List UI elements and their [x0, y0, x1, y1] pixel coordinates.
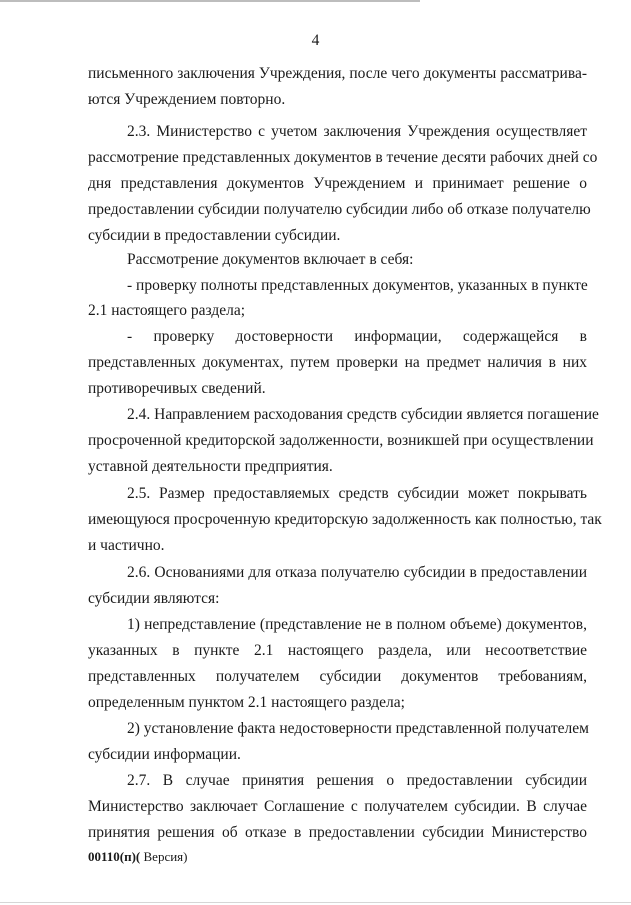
text-line: представленных получателем субсидии документов требованиям,: [88, 668, 587, 685]
list-item-line: 1) непредставление (представление не в полном объеме) документов,: [127, 616, 587, 633]
scan-bottom-edge: [0, 902, 631, 903]
page-number: 4: [311, 32, 320, 49]
text-line: имеющуюся просроченную кредиторскую задолженность как полностью, так: [88, 511, 602, 528]
scan-top-edge: [0, 0, 420, 2]
text-line: и частично.: [88, 537, 165, 554]
text-line: определенным пунктом 2.1 настоящего раздела;: [88, 694, 405, 711]
paragraph-2-3-line: 2.3. Министерство с учетом заключения Учреждения осуществляет: [127, 123, 587, 140]
text-line: уставной деятельности предприятия.: [88, 458, 333, 475]
paragraph-2-5-line: 2.5. Размер предоставляемых средств субсидии может покрывать: [127, 485, 587, 502]
text-line: Рассмотрение документов включает в себя:: [127, 251, 414, 268]
text-line: субсидии в предоставлении субсидии.: [88, 227, 341, 244]
paragraph-2-4-line: 2.4. Направлением расходования средств субсидии является погашение: [127, 406, 599, 423]
paragraph-2-7-line: 2.7. В случае принятия решения о предоставлении субсидии: [127, 772, 587, 789]
text-line: ются Учреждением повторно.: [88, 91, 286, 108]
text-line: дня представления документов Учреждением и принимает решение о: [88, 175, 587, 192]
text-line: противоречивых сведений.: [88, 380, 266, 397]
document-version: Версия): [140, 849, 188, 864]
document-code: [88, 849, 188, 865]
text-line: просроченной кредиторской задолженности, возникшей при осуществлении: [88, 432, 594, 449]
document-code-number: 00110(п)(: [88, 849, 141, 864]
text-line: субсидии информации.: [88, 746, 241, 763]
text-line: Министерство заключает Соглашение с получателем субсидии. В случае: [88, 798, 587, 815]
text-line: представленных документах, путем проверки на предмет наличия в них: [88, 354, 587, 371]
text-line: предоставлении субсидии получателю субсидии либо об отказе получателю: [88, 201, 591, 218]
text-line: указанных в пункте 2.1 настоящего раздела, или несоответствие: [88, 642, 587, 659]
list-item-line: 2) установление факта недостоверности представленной получателем: [127, 720, 589, 737]
list-item-line: - проверку полноты представленных документов, указанных в пункте: [127, 277, 588, 294]
text-line: 2.1 настоящего раздела;: [88, 302, 246, 319]
text-line: субсидии являются:: [88, 590, 220, 607]
list-item-line: - проверку достоверности информации, содержащейся в: [127, 328, 587, 345]
paragraph-2-6-line: 2.6. Основаниями для отказа получателю субсидии в предоставлении: [127, 564, 587, 581]
text-line: принятия решения об отказе в предоставлении субсидии Министерство: [88, 824, 587, 841]
text-line: письменного заключения Учреждения, после чего документы рассматрива-: [88, 65, 587, 82]
text-line: рассмотрение представленных документов в течение десяти рабочих дней со: [88, 149, 598, 166]
